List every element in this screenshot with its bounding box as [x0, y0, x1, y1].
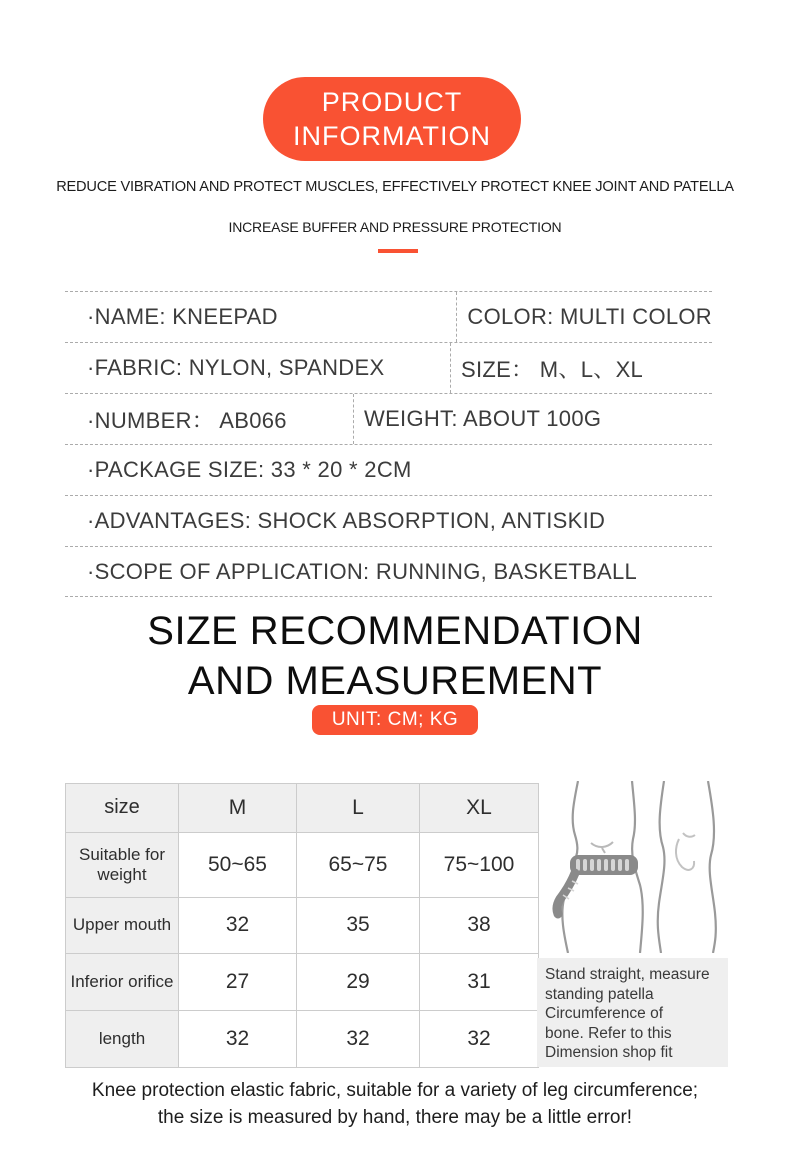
- spec-row-number-weight: [65, 393, 712, 444]
- subtitle-line-2: INCREASE BUFFER AND PRESSURE PROTECTION: [228, 219, 562, 235]
- size-table: [65, 783, 539, 1068]
- cell-upper-xl: 38: [420, 898, 538, 954]
- cell-weight-l: 65~75: [297, 833, 420, 898]
- spec-row-package-size: [65, 444, 712, 495]
- row-label-upper-mouth: Upper mouth: [66, 898, 179, 954]
- measure-note-line: bone. Refer to this: [545, 1024, 672, 1042]
- spec-row-name-color: [65, 291, 712, 342]
- spec-fabric: ·FABRIC: NYLON, SPANDEX: [65, 343, 451, 393]
- cell-weight-xl: 75~100: [420, 833, 538, 898]
- row-label-length: length: [66, 1011, 179, 1067]
- spec-weight: WEIGHT: ABOUT 100G: [364, 406, 602, 431]
- spec-row-scope: [65, 546, 712, 597]
- row-label-inferior-orifice: Inferior orifice: [66, 954, 179, 1011]
- size-table-header-m: M: [179, 784, 297, 833]
- cell-inferior-l: 29: [297, 954, 420, 1011]
- spec-size: SIZE： M、L、XL: [461, 356, 644, 382]
- measure-note-line: standing patella: [545, 985, 654, 1003]
- measure-note-line: Circumference of: [545, 1005, 664, 1022]
- unit-badge: UNIT: CM; KG: [312, 705, 478, 735]
- unit-badge-wrap: [0, 705, 790, 735]
- cell-weight-m: 50~65: [179, 833, 297, 898]
- size-title-line-2: AND MEASUREMENT: [187, 659, 603, 703]
- spec-advantages: ·ADVANTAGES: SHOCK ABSORPTION, ANTISKID: [87, 508, 606, 533]
- badge-line-2: INFORMATION: [293, 121, 491, 151]
- spec-name: ·NAME: KNEEPAD: [65, 292, 457, 342]
- knee-measurement-illustration: [545, 781, 727, 953]
- product-info-badge: [263, 77, 521, 161]
- row-label-weight: Suitable for weight: [66, 833, 179, 898]
- spec-row-advantages: [65, 495, 712, 546]
- footer-note: Knee protection elastic fabric, suitable for a variety of leg circumference; the size is measured by hand, there may be a little error!: [91, 1080, 699, 1128]
- size-title-line-1: SIZE RECOMMENDATION: [147, 609, 643, 653]
- cell-inferior-xl: 31: [420, 954, 538, 1011]
- accent-divider: [378, 249, 418, 253]
- spec-color: COLOR: MULTI COLOR: [467, 304, 712, 329]
- spec-package-size: ·PACKAGE SIZE: 33 * 20 * 2CM: [87, 457, 412, 482]
- spec-number: ·NUMBER： AB066: [65, 394, 354, 444]
- subtitle-line-1: REDUCE VIBRATION AND PROTECT MUSCLES, EFFECTIVELY PROTECT KNEE JOINT AND PATELLA: [56, 179, 734, 195]
- measure-note-line: Stand straight, measure: [545, 966, 710, 983]
- cell-upper-m: 32: [179, 898, 297, 954]
- spec-list: [65, 291, 712, 597]
- size-table-header-xl: XL: [420, 784, 538, 833]
- size-table-header-l: L: [297, 784, 420, 833]
- measure-note: [537, 958, 728, 1067]
- cell-length-xl: 32: [467, 1026, 491, 1050]
- size-table-header-size: size: [66, 784, 179, 833]
- spec-scope: ·SCOPE OF APPLICATION: RUNNING, BASKETBALL: [87, 558, 638, 584]
- cell-length-m: 32: [179, 1011, 297, 1067]
- cell-upper-l: 35: [297, 898, 420, 954]
- measure-note-line: Dimension shop fit: [545, 1044, 673, 1061]
- cell-length-l: 32: [297, 1011, 420, 1067]
- spec-row-fabric-size: [65, 342, 712, 393]
- badge-line-1: PRODUCT: [321, 87, 463, 117]
- size-section-title: [0, 606, 790, 706]
- cell-inferior-m: 27: [179, 954, 297, 1011]
